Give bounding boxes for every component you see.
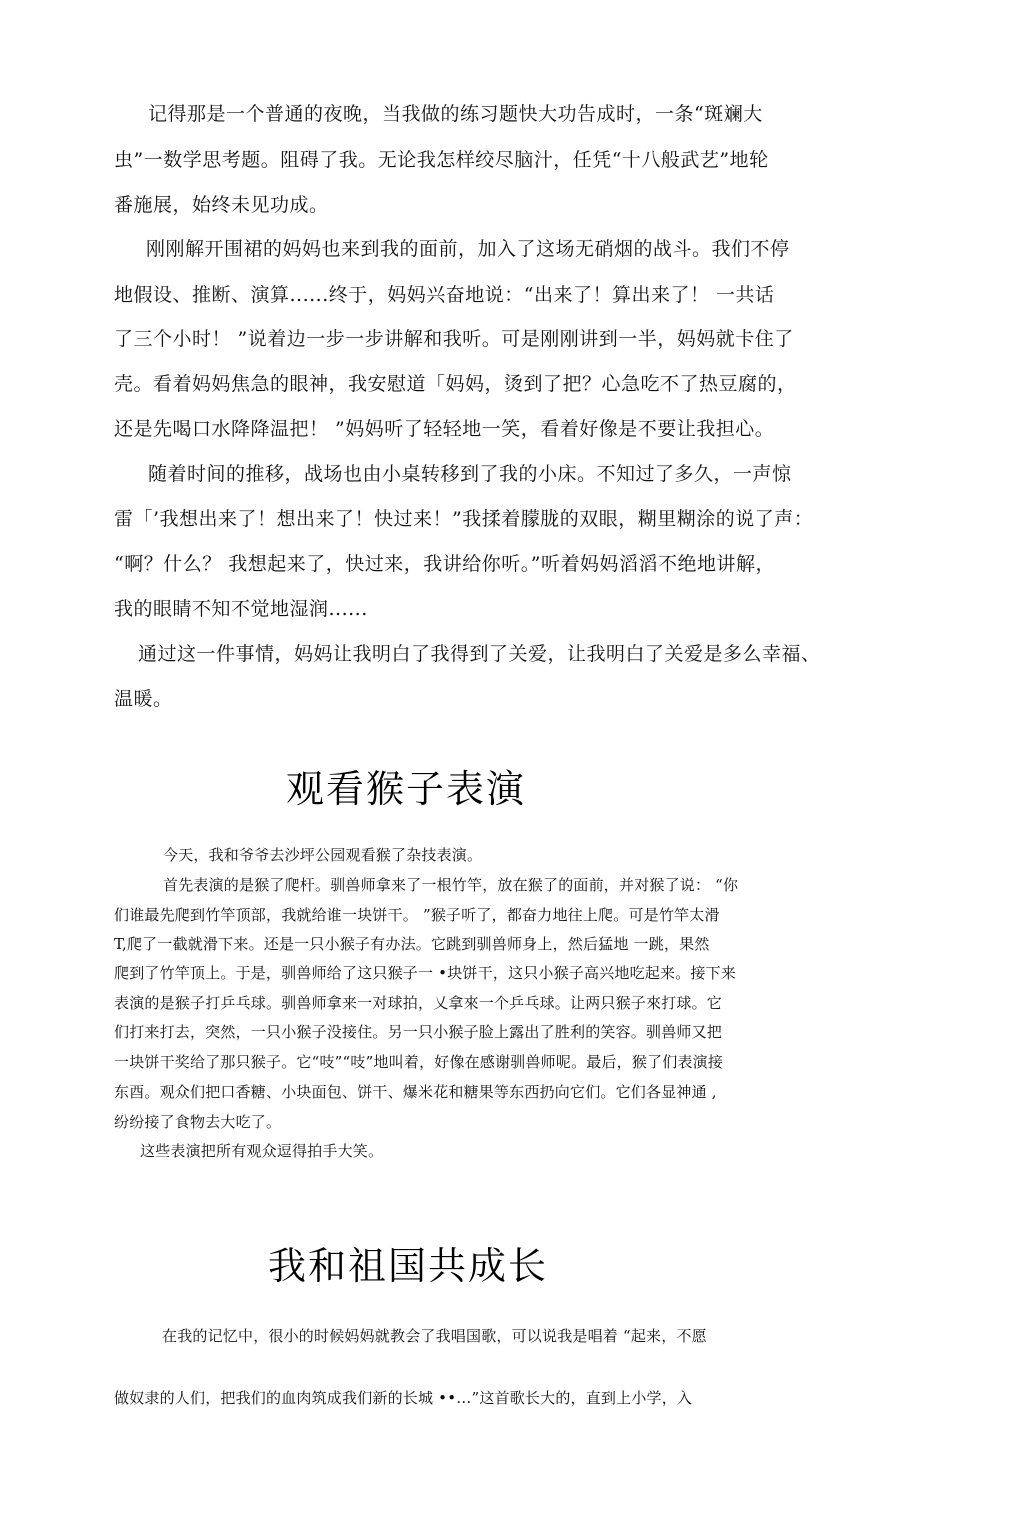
paragraph-line: 这些表演把所有观众逗得拍手大笑。 (140, 1142, 384, 1160)
paragraph-line: 表演的是猴子打乒乓球。驯兽师拿来一对球拍，乂拿來一个乒乓球。让两只猴子來打球。它 (114, 994, 723, 1012)
paragraph-line: 我的眼睛不知不觉地湿润...... (114, 598, 368, 620)
paragraph-line: 雷「’我想出来了！想出来了！快过来！”我揉着朦胧的双眼，糊里糊涂的说了声： (114, 508, 814, 530)
paragraph-line: 刚刚解开围裙的妈妈也来到我的面前，加入了这场无硝烟的战斗。我们不停 (146, 238, 790, 260)
paragraph-line: 今天，我和爷爷去沙坪公园观看猴了杂技表演。 (163, 846, 483, 864)
paragraph-line: “啊？什么？ 我想起来了，快过来，我讲给你听。”听着妈妈滔滔不绝地讲解， (114, 553, 775, 575)
paragraph-line: 做奴隶的人们，把我们的血肉筑成我们新的长城 ••…”这首歌长大的，直到上小学，入 (114, 1389, 693, 1407)
paragraph-line: 番施展，始终未见功成。 (114, 194, 329, 216)
paragraph-line: 们谁最先爬到竹竿顶部，我就给谁一块饼干。 ”猴子听了，都奋力地往上爬。可是竹竿太滑 (114, 906, 720, 924)
paragraph-line: 东酉。观众们把口香糖、小块面包、饼干、爆米花和糖果等东西扔向它们。它们各显神通 , (114, 1083, 717, 1101)
paragraph-line: 壳。看着妈妈焦急的眼神，我安慰道「妈妈，烫到了把？心急吃不了热豆腐的， (114, 373, 797, 395)
paragraph-line: 了三个小时！ ”说着边一步一步讲解和我听。可是刚刚讲到一半，妈妈就卡住了 (114, 328, 794, 350)
paragraph-line: 地假设、推断、演算......终于，妈妈兴奋地说：“出来了！算出来了！ 一共话 (114, 284, 775, 306)
paragraph-line: 爬到了竹竿顶上。于是，驯兽师给了这只猴子一 •块饼干，这只小猴子高兴地吃起来。接下来 (114, 964, 737, 982)
paragraph-line: 虫”一数学思考题。阻碍了我。无论我怎样绞尽脑汁，任凭“十八般武艺”地轮 (114, 149, 769, 171)
paragraph-line: 一块饼干奖给了那只猴子。它“吱”“吱”地叫着，好像在感谢驯兽师呢。最后，猴了们表演接 (114, 1053, 724, 1071)
essay-title-2: 观看猴子表演 (286, 767, 527, 811)
paragraph-line: 们打来打去，突然，一只小猴子没接住。另一只小猴子脸上露出了胜利的笑容。驯兽师又把 (114, 1023, 723, 1041)
paragraph-line: T,爬了一截就滑下来。还是一只小猴子有办法。它跳到驯兽师身上，然后猛地 一跳，果然 (114, 935, 710, 953)
paragraph-line: 还是先喝口水降降温把！ ”妈妈听了轻轻地一笑，看着好像是不要让我担心。 (114, 418, 775, 440)
paragraph-line: 在我的记忆中，很小的时候妈妈就教会了我唱国歌，可以说我是唱着 “起来，不愿 (162, 1327, 707, 1345)
paragraph-line: 通过这一件事情，妈妈让我明白了我得到了关爱，让我明白了关爱是多么幸福、 (138, 643, 821, 665)
paragraph-line: 记得那是一个普通的夜晚，当我做的练习题快大功告成时，一条“斑斓大 (148, 103, 763, 125)
paragraph-line: 纷纷接了食物去大吃了。 (114, 1113, 282, 1131)
paragraph-line: 首先表演的是猴了爬杆。驯兽师拿来了一根竹竿，放在猴了的面前，并对猴了说： “你 (163, 876, 739, 894)
paragraph-line: 随着时间的推移，战场也由小桌转移到了我的小床。不知过了多久，一声惊 (148, 463, 792, 485)
paragraph-line: 温暖。 (114, 688, 173, 710)
essay-title-3: 我和祖国共成长 (268, 1244, 549, 1288)
